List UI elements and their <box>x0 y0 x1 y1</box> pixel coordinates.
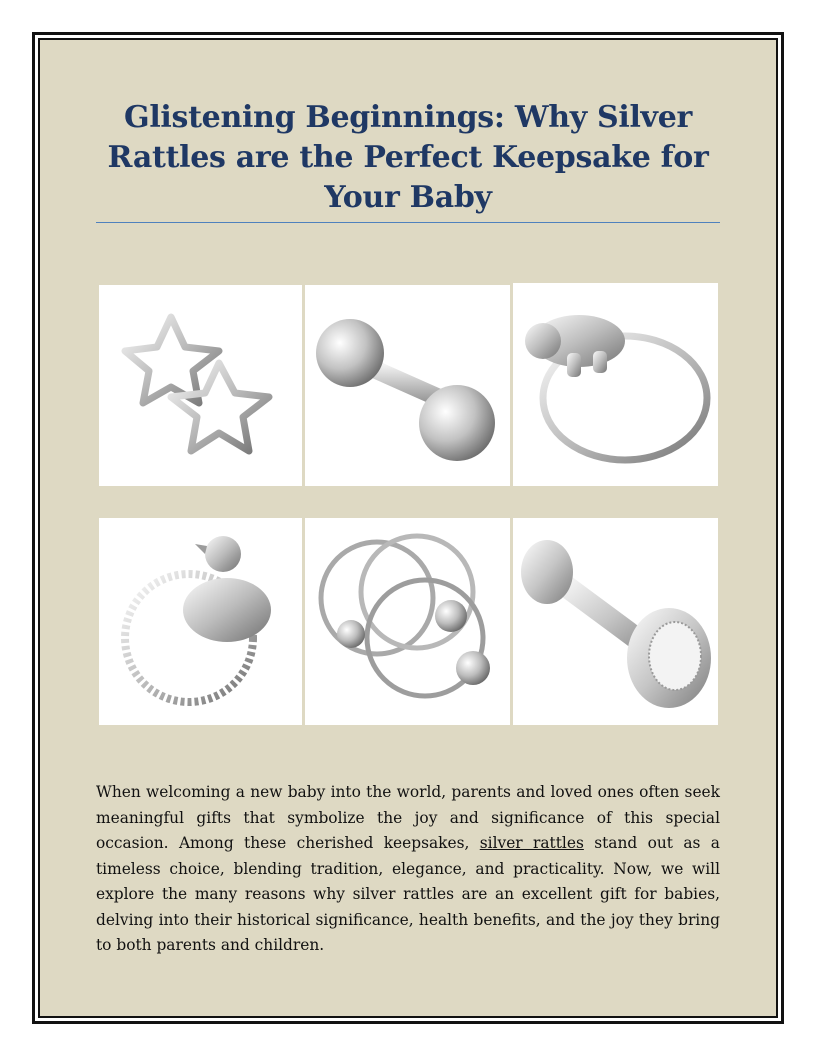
duck-ring-rattle-image <box>99 518 302 725</box>
intro-paragraph <box>96 780 720 959</box>
star-rattle-image <box>99 285 302 486</box>
engraved-dumbbell-rattle-image <box>513 518 718 725</box>
title-underline <box>96 222 720 223</box>
silver-rattles-link[interactable]: silver rattles <box>479 834 584 852</box>
triple-ring-ball-rattle-image <box>305 518 510 725</box>
page-title: Glistening Beginnings: Why Silver Rattles are the Perfect Keepsake for Your Baby <box>107 100 709 215</box>
dumbbell-rattle-image <box>305 285 510 486</box>
intro-text-start: When welcoming a new baby into the world, parents and loved ones often seek meaningful gifts that symbolize the joy and significance of this special occasion. Among these cherished keepsakes, <box>96 783 720 852</box>
intro-text-end: stand out as a timeless choice, blending tradition, elegance, and practicality. Now, we will explore the many reasons why silver rattles are an excellent gift for babies, delving into their historical significance, health benefits, and the joy they bring to both parents and children. <box>96 834 720 954</box>
elephant-ring-rattle-image <box>513 283 718 486</box>
